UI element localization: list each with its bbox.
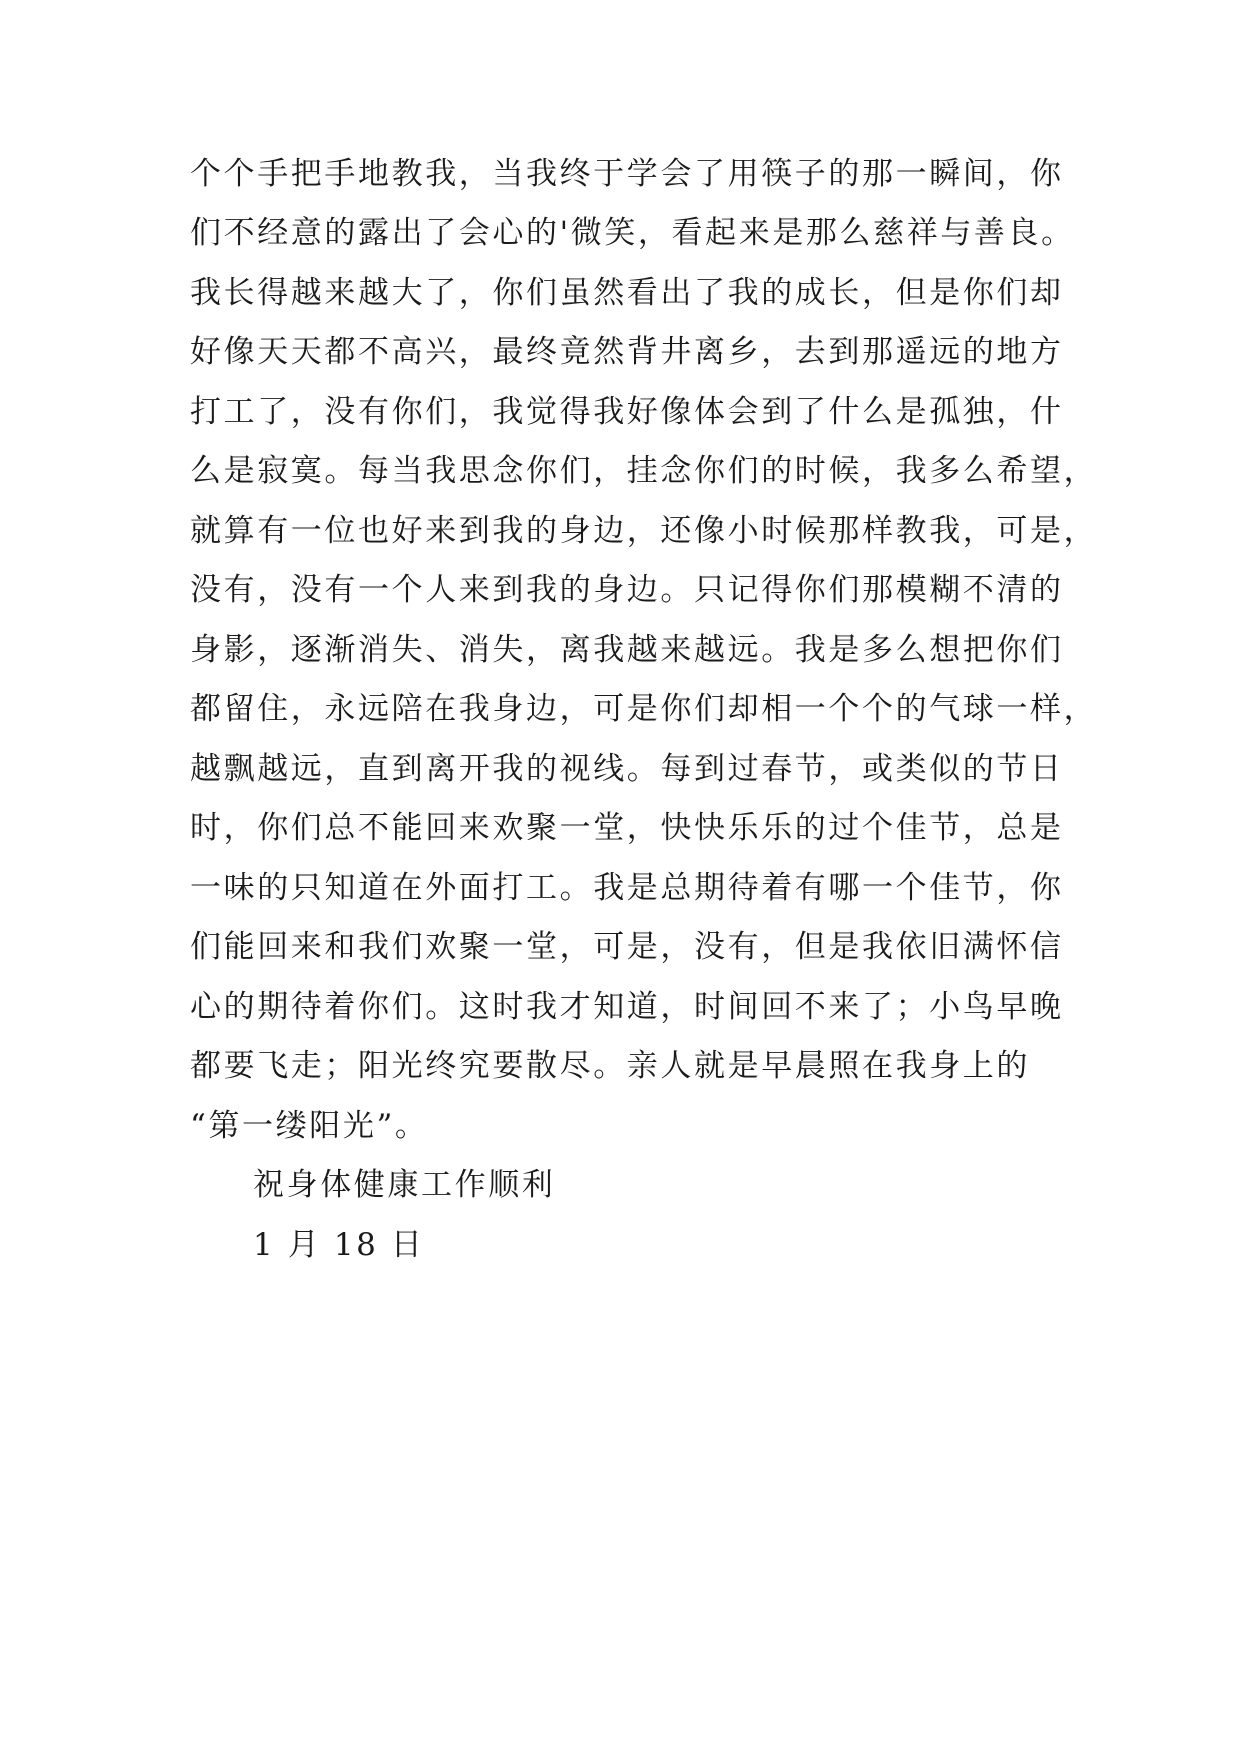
body-line: 打工了，没有你们，我觉得我好像体会到了什么是孤独，什 (190, 394, 1064, 430)
letter-date: 1 月 18 日 (253, 1227, 425, 1263)
body-line: 都要飞走；阳光终究要散尽。亲人就是早晨照在我身上的 (190, 1048, 1030, 1084)
body-line: 个个手把手地教我，当我终于学会了用筷子的那一瞬间，你 (190, 156, 1064, 192)
body-line: 好像天天都不高兴，最终竟然背井离乡，去到那遥远的地方 (190, 334, 1064, 370)
body-line: 一味的只知道在外面打工。我是总期待着有哪一个佳节，你 (190, 870, 1064, 906)
body-line: 时，你们总不能回来欢聚一堂，快快乐乐的过个佳节，总是 (190, 810, 1064, 846)
body-line: 就算有一位也好来到我的身边，还像小时候那样教我，可是， (190, 513, 1098, 549)
body-line: 越飘越远，直到离开我的视线。每到过春节，或类似的节日 (190, 751, 1064, 787)
closing-wish: 祝身体健康工作顺利 (253, 1167, 556, 1203)
body-line: 么是寂寞。每当我思念你们，挂念你们的时候，我多么希望， (190, 453, 1098, 489)
body-line: 身影，逐渐消失、消失，离我越来越远。我是多么想把你们 (190, 632, 1064, 668)
body-line: 都留住，永远陪在我身边，可是你们却相一个个的气球一样， (190, 691, 1098, 727)
body-line: 我长得越来越大了，你们虽然看出了我的成长，但是你们却 (190, 275, 1064, 311)
body-line: 心的期待着你们。这时我才知道，时间回不来了；小鸟早晚 (190, 989, 1064, 1025)
body-line: 们能回来和我们欢聚一堂，可是，没有，但是我依旧满怀信 (190, 929, 1064, 965)
body-line: 没有，没有一个人来到我的身边。只记得你们那模糊不清的 (190, 572, 1064, 608)
body-line: “第一缕阳光”。 (190, 1108, 429, 1144)
body-line: 们不经意的露出了会心的'微笑，看起来是那么慈祥与善良。 (190, 215, 1075, 251)
